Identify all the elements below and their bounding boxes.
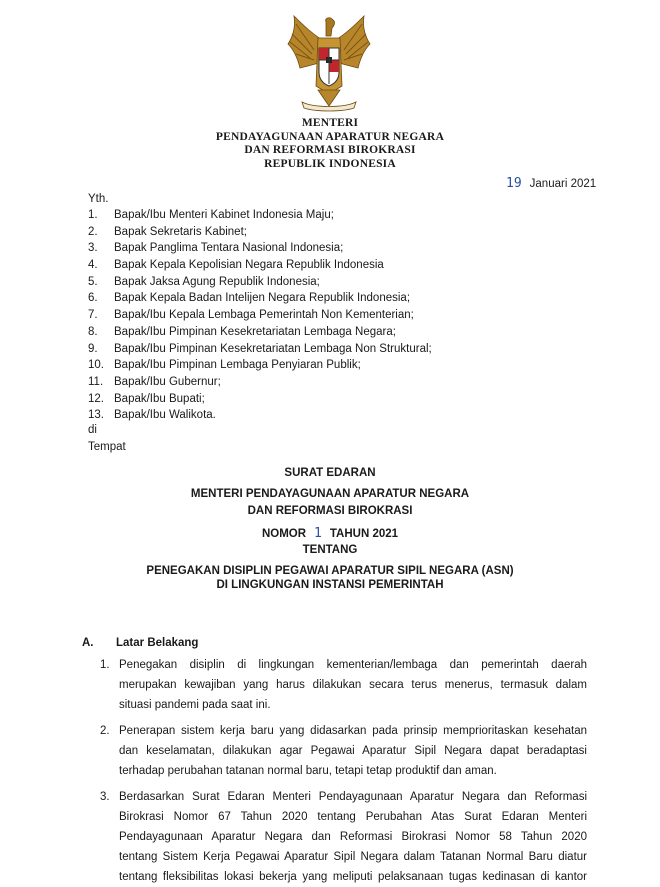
list-item [88,257,432,274]
list-text: Bapak/Ibu Walikota. [114,409,216,422]
list-item [88,240,432,257]
paragraph-line: dan keselamatan, dilakukan agar Pegawai Aparatur Sipil Negara dapat beradaptasi [119,745,587,757]
circular-issuer-line: DAN REFORMASI BIROKRASI [247,505,413,517]
ministry-line: MENTERI [301,117,359,129]
list-text: Bapak/Ibu Pimpinan Kesekretariatan Lembaga Negara; [114,325,396,338]
paragraph-number: 1. [100,659,110,671]
circular-title: SURAT EDARAN [284,467,376,479]
handwritten-day: 19 [506,176,522,191]
paragraph-line: Penegakan disiplin di lingkungan kementerian/lembaga dan pemerintah daerah [119,659,587,671]
list-text: Bapak/Ibu Pimpinan Kesekretariatan Lembaga Non Struktural; [114,342,432,355]
tentang-label: TENTANG [302,544,358,556]
list-number: 3. [88,242,98,255]
nomor-label: NOMOR [261,528,307,540]
list-item [88,391,432,408]
list-item [88,357,432,374]
list-item [88,324,432,341]
list-number: 2. [88,225,98,238]
ministry-heading [0,117,660,171]
section-body [100,655,587,887]
list-number: 9. [88,342,98,355]
list-number: 7. [88,309,98,322]
list-item [88,374,432,391]
subject-line: DI LINGKUNGAN INSTANSI PEMERINTAH [216,579,444,591]
circular-number-line [0,526,660,544]
garuda-emblem-icon [284,14,374,114]
salutation: Yth. [88,193,109,205]
paragraph-line: tentang fleksibilitas lokasi bekerja yang meliputi pelaksanaan tugas kedinasan di kantor [119,871,587,883]
tahun-label: TAHUN 2021 [329,528,399,540]
paragraph [100,655,587,715]
list-text: Bapak/Ibu Bupati; [114,392,205,405]
paragraph-line: tentang Sistem Kerja Pegawai Aparatur Sipil Negara dalam Tatanan Normal Baru diatur [119,851,587,863]
list-item [88,207,432,224]
list-text: Bapak Jaksa Agung Republik Indonesia; [114,275,320,288]
list-item [88,407,432,424]
list-text: Bapak/Ibu Menteri Kabinet Indonesia Maju; [114,209,334,221]
paragraph-line: Pendayagunaan Aparatur Negara dan Reformasi Birokrasi Nomor 58 Tahun 2020 [119,831,587,843]
list-text: Bapak/Ibu Pimpinan Lembaga Penyiaran Publik; [114,359,361,372]
list-number: 6. [88,292,98,305]
section-title: Latar Belakang [116,637,199,649]
di-label: di [88,424,97,436]
list-text: Bapak Kepala Kepolisian Negara Republik Indonesia [114,259,384,272]
list-number: 13. [88,409,104,422]
paragraph-line: merupakan kewajiban yang harus dilakukan secara terus menerus, termasuk dalam [119,679,587,691]
list-number: 11. [88,375,104,388]
section-letter: A. [82,637,94,649]
list-number: 10. [88,359,104,372]
ministry-line: REPUBLIK INDONESIA [264,157,396,170]
list-item [88,274,432,291]
circular-issuer-line: MENTERI PENDAYAGUNAAN APARATUR NEGARA [190,488,470,500]
handwritten-number: 1 [314,526,322,541]
recipient-list [88,207,432,424]
paragraph-line: Penerapan sistem kerja baru yang didasarkan pada prinsip memprioritaskan kesehatan [119,725,587,737]
list-text: Bapak/Ibu Kepala Lembaga Pemerintah Non Kementerian; [114,309,414,322]
list-item [88,290,432,307]
paragraph-line: terhadap perubahan tatanan normal baru, tetapi tetap produktif dan aman. [119,765,497,777]
tempat-label: Tempat [88,441,126,453]
month-year: Januari 2021 [529,178,597,190]
list-text: Bapak Sekretaris Kabinet; [114,225,247,238]
paragraph-number: 3. [100,791,110,803]
paragraph-number: 2. [100,725,110,737]
paragraph [100,721,587,781]
subject-line: PENEGAKAN DISIPLIN PEGAWAI APARATUR SIPIL NEGARA (ASN) [146,565,514,577]
paragraph-line: Birokrasi Nomor 67 Tahun 2020 tentang Perubahan Atas Surat Edaran Menteri [119,811,587,823]
paragraph [100,787,587,887]
list-item [88,307,432,324]
list-item [88,341,432,358]
list-text: Bapak Kepala Badan Intelijen Negara Republik Indonesia; [114,292,411,305]
letter-date [506,176,596,191]
ministry-line: PENDAYAGUNAAN APARATUR NEGARA [215,130,445,143]
list-number: 12. [88,392,104,405]
list-item [88,224,432,241]
paragraph-line: Berdasarkan Surat Edaran Menteri Pendayagunaan Aparatur Negara dan Reformasi [119,791,587,803]
list-number: 8. [88,325,98,338]
list-number: 1. [88,209,98,221]
list-number: 4. [88,259,98,272]
circular-title-block [0,467,660,593]
ministry-line: DAN REFORMASI BIROKRASI [244,144,416,156]
list-text: Bapak/Ibu Gubernur; [114,375,221,388]
list-number: 5. [88,275,98,288]
section-heading [82,637,198,649]
list-text: Bapak Panglima Tentara Nasional Indonesia; [114,242,344,255]
paragraph-line: situasi pandemi pada saat ini. [119,699,271,711]
